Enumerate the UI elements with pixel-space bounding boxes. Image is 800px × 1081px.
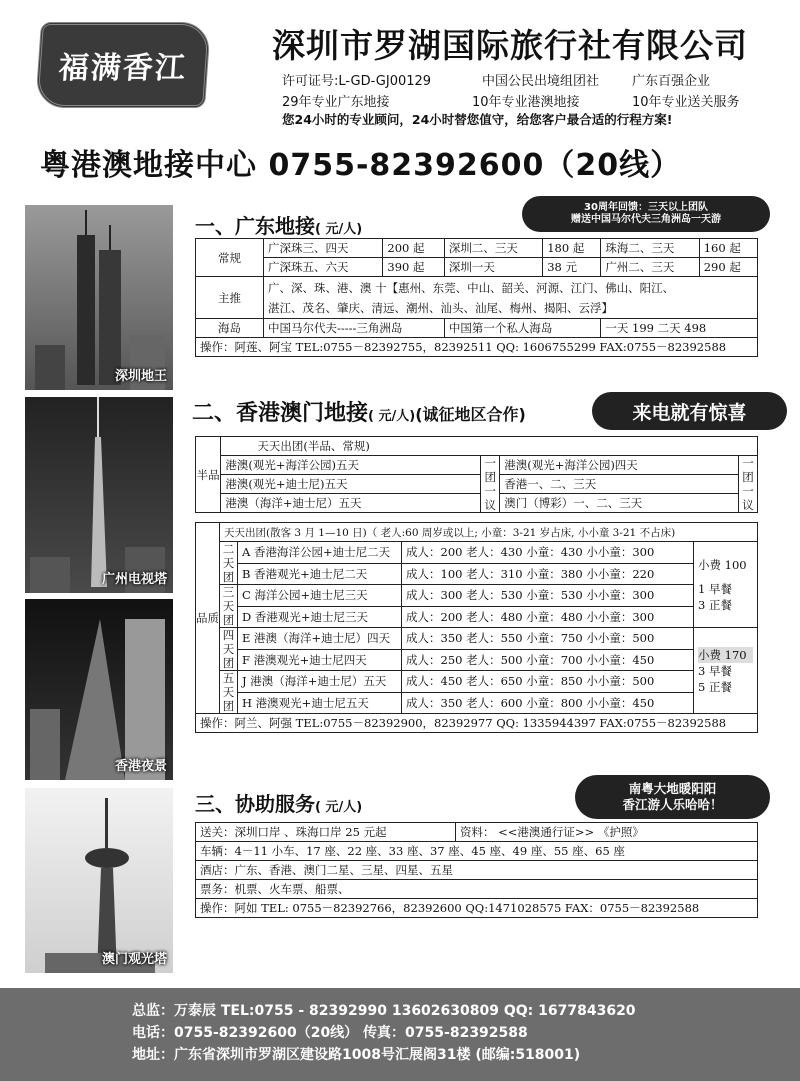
text-cell: 一、广东地接: [195, 214, 315, 238]
table-cell: [694, 628, 758, 714]
text-cell: 资料： <<港澳通行证>> 《护照》: [456, 823, 758, 842]
section2-contact: 操作：阿兰、阿强 TEL:0755－82392900，82392977 QQ: 1335944397 FAX:0755－82392588: [196, 714, 758, 733]
photo-shenzhen: [25, 205, 173, 390]
text-cell: 港澳（海洋+迪士尼）五天: [221, 494, 481, 513]
text-cell: 成人：200 老人：480 小童：480 小小童：300: [402, 606, 694, 628]
text-cell: 天天出团(散客 3 月 1—10 日)（ 老人:60 周岁或以上; 小童：3-21 岁占床, 小小童 3-21 不占床): [220, 523, 758, 542]
logo-text: 福满香江: [57, 51, 188, 86]
license-number: 许可证号:L-GD-GJ00129: [282, 74, 432, 89]
text-cell: 二天团: [220, 542, 238, 585]
text-cell: A 香港海洋公园+迪士尼二天: [238, 542, 402, 564]
text-cell: 香江游人乐哈哈！: [622, 797, 723, 812]
text-cell: 二、香港澳门地接: [192, 401, 369, 426]
section3-contact: 操作：阿如 TEL: 0755－82392766，82392600 QQ:1471028575 FAX：0755－82392588: [196, 899, 758, 918]
photo-guangzhou: [25, 397, 173, 593]
text-cell: F 港澳观光+迪士尼四天: [238, 649, 402, 671]
company-logo: [35, 22, 211, 108]
text-cell: 广州二、三天: [601, 258, 699, 277]
exp-hkmo: 10年专业港澳地接: [472, 95, 580, 110]
slogan: 您24小时的专业顾问，24小时替您值守，给您客户最合适的行程方案!: [282, 112, 673, 127]
text-cell: 主推: [196, 277, 264, 319]
text-cell: 1 早餐: [698, 581, 732, 596]
text-cell: 3 早餐: [698, 663, 732, 678]
text-cell: 小费 170: [698, 647, 753, 663]
text-cell: 深圳一天: [444, 258, 542, 277]
company-name: 深圳市罗湖国际旅行社有限公司: [272, 26, 748, 65]
license-row: [282, 70, 782, 88]
text-cell: 深圳二、三天: [444, 239, 542, 258]
text-cell: 成人：450 老人：650 小童：850 小小童：500: [402, 671, 694, 693]
text-cell: 车辆：4－11 小车、17 座、22 座、33 座、37 座、45 座、49 座、55 座、65 座: [196, 842, 758, 861]
section1-title: [195, 210, 362, 239]
director-line: 总监：万泰辰 TEL:0755 - 82392990 13602630809 QQ: 1677843620: [132, 1003, 636, 1019]
text-cell: 送关：深圳口岸 、珠海口岸 25 元起: [196, 823, 456, 842]
group-org: 中国公民出境组团社: [482, 74, 600, 89]
photo-label: 深圳地王: [114, 369, 167, 384]
text-cell: J 港澳（海洋+迪士尼）五天: [238, 671, 402, 693]
text-cell: B 香港观光+迪士尼二天: [238, 563, 402, 585]
text-cell: 海岛: [196, 319, 264, 338]
text-cell: 290 起: [699, 258, 757, 277]
phone-line: 电话：0755-82392600（20线） 传真：0755-82392588: [132, 1025, 528, 1041]
skyscraper-illustration: [25, 205, 173, 390]
text-cell: 5 正餐: [698, 679, 732, 694]
text-cell: 票务：机票、火车票、船票、: [196, 880, 758, 899]
hotline: 粤港澳地接中心 0755-82392600（20线）: [40, 148, 682, 183]
text-cell: 半品: [196, 437, 221, 513]
text-cell: 180 起: [543, 239, 601, 258]
footer-bar: [0, 988, 800, 1081]
text-cell: 港澳(观光+海洋公园)四天: [500, 456, 739, 475]
text-cell: 常规: [196, 239, 264, 277]
text-cell: 香港一、二、三天: [500, 475, 739, 494]
hkmo-semi-table: [195, 436, 758, 513]
address-line: 地址：广东省深圳市罗湖区建设路1008号汇展阁31楼 (邮编:518001): [132, 1047, 581, 1063]
text-cell: 一天 199 二天 498: [601, 319, 758, 338]
text-cell: 天天出团(半品、常规): [221, 437, 758, 456]
text-cell: ( 元/人): [368, 409, 416, 424]
promo-burst: [522, 196, 770, 232]
text-cell: 小费 100: [698, 557, 747, 572]
text-cell: 珠海二、三天: [601, 239, 699, 258]
text-cell: 澳门（博彩）一、二、三天: [500, 494, 739, 513]
text-cell: D 香港观光+迪士尼三天: [238, 606, 402, 628]
macau-tower-illustration: [25, 788, 173, 973]
service-table: [195, 822, 758, 918]
table-cell: [264, 277, 758, 319]
text-cell: 成人：250 老人：500 小童：700 小小童：450: [402, 649, 694, 671]
hkmo-quality-table: [195, 522, 758, 733]
tv-tower-illustration: [25, 397, 173, 593]
text-cell: 广、深、珠、港、澳 十【惠州、东莞、中山、韶关、河源、江门、佛山、阳江、: [268, 280, 675, 295]
photo-hongkong: [25, 599, 173, 780]
text-cell: 南粤大地暖阳阳: [628, 781, 717, 796]
text-cell: 30周年回馈：三天以上团队: [584, 202, 708, 213]
surprise-burst: 来电就有惊喜: [592, 392, 787, 430]
text-cell: 酒店：广东、香港、澳门二星、三星、四星、五星: [196, 861, 758, 880]
exp-delivery: 10年专业送关服务: [632, 95, 740, 110]
text-cell: 品质: [196, 523, 220, 714]
text-cell: 390 起: [383, 258, 445, 277]
photo-label: 广州电视塔: [101, 572, 167, 587]
text-cell: C 海洋公园+迪士尼三天: [238, 585, 402, 607]
text-cell: 港澳(观光+迪士尼)五天: [221, 475, 481, 494]
slogan-burst: [575, 775, 770, 819]
photo-label: 香港夜景: [114, 759, 167, 774]
text-cell: 一团一议: [481, 456, 500, 513]
section1-contact: 操作：阿莲、阿宝 TEL:0755－82392755，82392511 QQ: 1606755299 FAX:0755－82392588: [196, 338, 758, 357]
exp-guangdong: 29年专业广东地接: [282, 95, 390, 110]
night-skyline-illustration: [25, 599, 173, 780]
text-cell: 五天团: [220, 671, 238, 714]
text-cell: 200 起: [383, 239, 445, 258]
text-cell: 3 正餐: [698, 597, 732, 612]
text-cell: 港澳(观光+海洋公园)五天: [221, 456, 481, 475]
text-cell: 中国第一个私人海岛: [444, 319, 601, 338]
table-cell: [694, 542, 758, 628]
photo-label: 澳门观光塔: [101, 952, 167, 967]
text-cell: 四天团: [220, 628, 238, 671]
text-cell: 三、协助服务: [195, 792, 315, 816]
text-cell: 广深珠三、四天: [264, 239, 383, 258]
text-cell: 三天团: [220, 585, 238, 628]
text-cell: 成人：300 老人：530 小童：530 小小童：300: [402, 585, 694, 607]
text-cell: 赠送中国马尔代夫三角洲岛一天游: [571, 214, 721, 225]
text-cell: ( 元/人): [315, 222, 363, 237]
text-cell: (诚征地区合作): [415, 405, 526, 424]
text-cell: ( 元/人): [315, 800, 363, 815]
top-enterprise: 广东百强企业: [632, 74, 711, 89]
text-cell: 成人：350 老人：600 小童：800 小小童：450: [402, 692, 694, 714]
photo-macau: [25, 788, 173, 973]
section2-title: [192, 396, 526, 427]
text-cell: 一团一议: [738, 456, 757, 513]
text-cell: 160 起: [699, 239, 757, 258]
section3-title: [195, 788, 362, 817]
experience-row: [282, 91, 782, 109]
text-cell: 38 元: [543, 258, 601, 277]
text-cell: H 港澳观光+迪士尼五天: [238, 692, 402, 714]
text-cell: 成人：100 老人：310 小童：380 小小童：220: [402, 563, 694, 585]
text-cell: 湛江、茂名、肇庆、清远、潮州、汕头、汕尾、梅州、揭阳、云浮】: [268, 300, 613, 315]
text-cell: 中国马尔代夫-----三角洲岛: [264, 319, 445, 338]
guangdong-table: [195, 238, 758, 357]
text-cell: 成人：200 老人：430 小童：430 小小童：300: [402, 542, 694, 564]
text-cell: 成人：350 老人：550 小童：750 小小童：500: [402, 628, 694, 650]
text-cell: E 港澳（海洋+迪士尼）四天: [238, 628, 402, 650]
text-cell: 广深珠五、六天: [264, 258, 383, 277]
